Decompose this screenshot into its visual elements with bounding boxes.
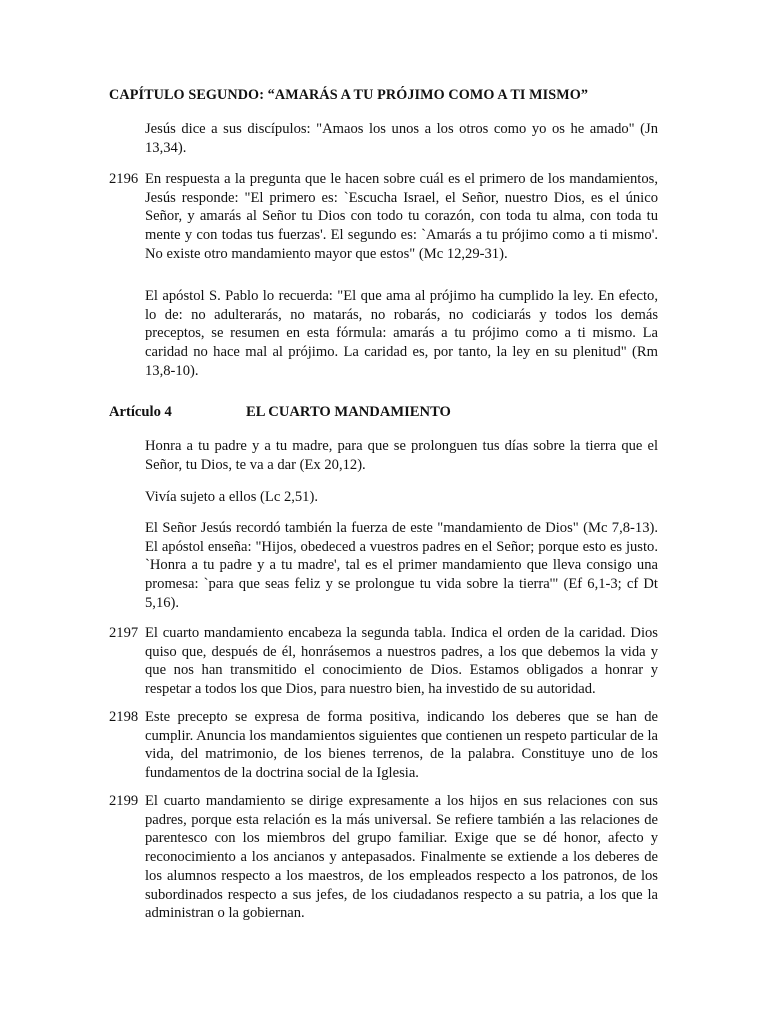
article-label: Artículo 4: [109, 404, 172, 420]
paragraph-2196: En respuesta a la pregunta que le hacen sobre cuál es el primero de los mandamientos, Jesús responde: "El primero es: `Escucha Israel, el Señor, nuestro Dios, es el único Señor, y amarás al Señor tu Dios con todo tu corazón, con toda tu alma, con toda tu mente y con todas tus fuerzas'. El segundo es: `Amarás a tu prójimo como a ti mismo'. No existe otro mandamiento mayor que estos" (Mc 12,29-31).: [145, 171, 658, 262]
paragraph-2199: El cuarto mandamiento se dirige expresamente a los hijos en sus relaciones con sus padres, porque esta relación es la más universal. Se refiere también a las relaciones de parentesco con los miembros del grupo familiar. Exige que se dé honor, afecto y reconocimiento a los ancianos y antepasados. Finalmente se extiende a los deberes de los alumnos respecto a los maestros, de los empleados respecto a los patronos, de los subordinados respecto a sus jefes, de los ciudadanos respecto a su patria, a los que la administran o la gobiernan.: [145, 793, 658, 922]
pablo-quote: El apóstol S. Pablo lo recuerda: "El que ama al prójimo ha cumplido la ley. En efecto, lo de: no adulterarás, no matarás, no robarás, no codiciarás y todos los demás preceptos, se resumen en esta fórmula: amarás a tu prójimo como a ti mismo. La caridad no hace mal al prójimo. La caridad es, por tanto, la ley en su plenitud" (Rm 13,8-10).: [145, 288, 658, 379]
quote-honra: Honra a tu padre y a tu madre, para que se prolonguen tus días sobre la tierra que el Señor, tu Dios, te va a dar (Ex 20,12).: [145, 438, 658, 473]
paragraph-2197: El cuarto mandamiento encabeza la segunda tabla. Indica el orden de la caridad. Dios quiso que, después de él, honrásemos a nuestros padres, a los que debemos la vida y que nos han transmitido el conocimiento de Dios. Estamos obligados a honrar y respetar a todos los que Dios, para nuestro bien, ha investido de su autoridad.: [145, 625, 658, 698]
article-title: EL CUARTO MANDAMIENTO: [246, 404, 451, 420]
paragraph-2198: Este precepto se expresa de forma positiva, indicando los deberes que se han de cumplir. Anuncia los mandamientos siguientes que contienen un respeto particular de la vida, del matrimonio, de los bienes terrenos, de la palabra. Constituye uno de los fundamentos de la doctrina social de la Iglesia.: [145, 709, 658, 782]
paragraph-number-2196: 2196: [109, 171, 139, 187]
paragraph-number-2198: 2198: [109, 709, 139, 725]
quote-vivia: Vivía sujeto a ellos (Lc 2,51).: [145, 489, 318, 505]
quote-jesus: El Señor Jesús recordó también la fuerza de este "mandamiento de Dios" (Mc 7,8-13). El apóstol enseña: "Hijos, obedeced a vuestros padres en el Señor; porque esto es justo. `Honra a tu padre y a tu madre', tal es el primer mandamiento que lleva consigo una promesa: `para que seas feliz y se prolongue tu vida sobre la tierra'" (Ef 6,1-3; cf Dt 5,16).: [145, 520, 658, 611]
paragraph-number-2199: 2199: [109, 793, 139, 809]
chapter-heading: CAPÍTULO SEGUNDO: “AMARÁS A TU PRÓJIMO COMO A TI MISMO”: [109, 87, 589, 103]
paragraph-number-2197: 2197: [109, 625, 139, 641]
intro-quote: Jesús dice a sus discípulos: "Amaos los unos a los otros como yo os he amado" (Jn 13,34).: [145, 121, 658, 156]
